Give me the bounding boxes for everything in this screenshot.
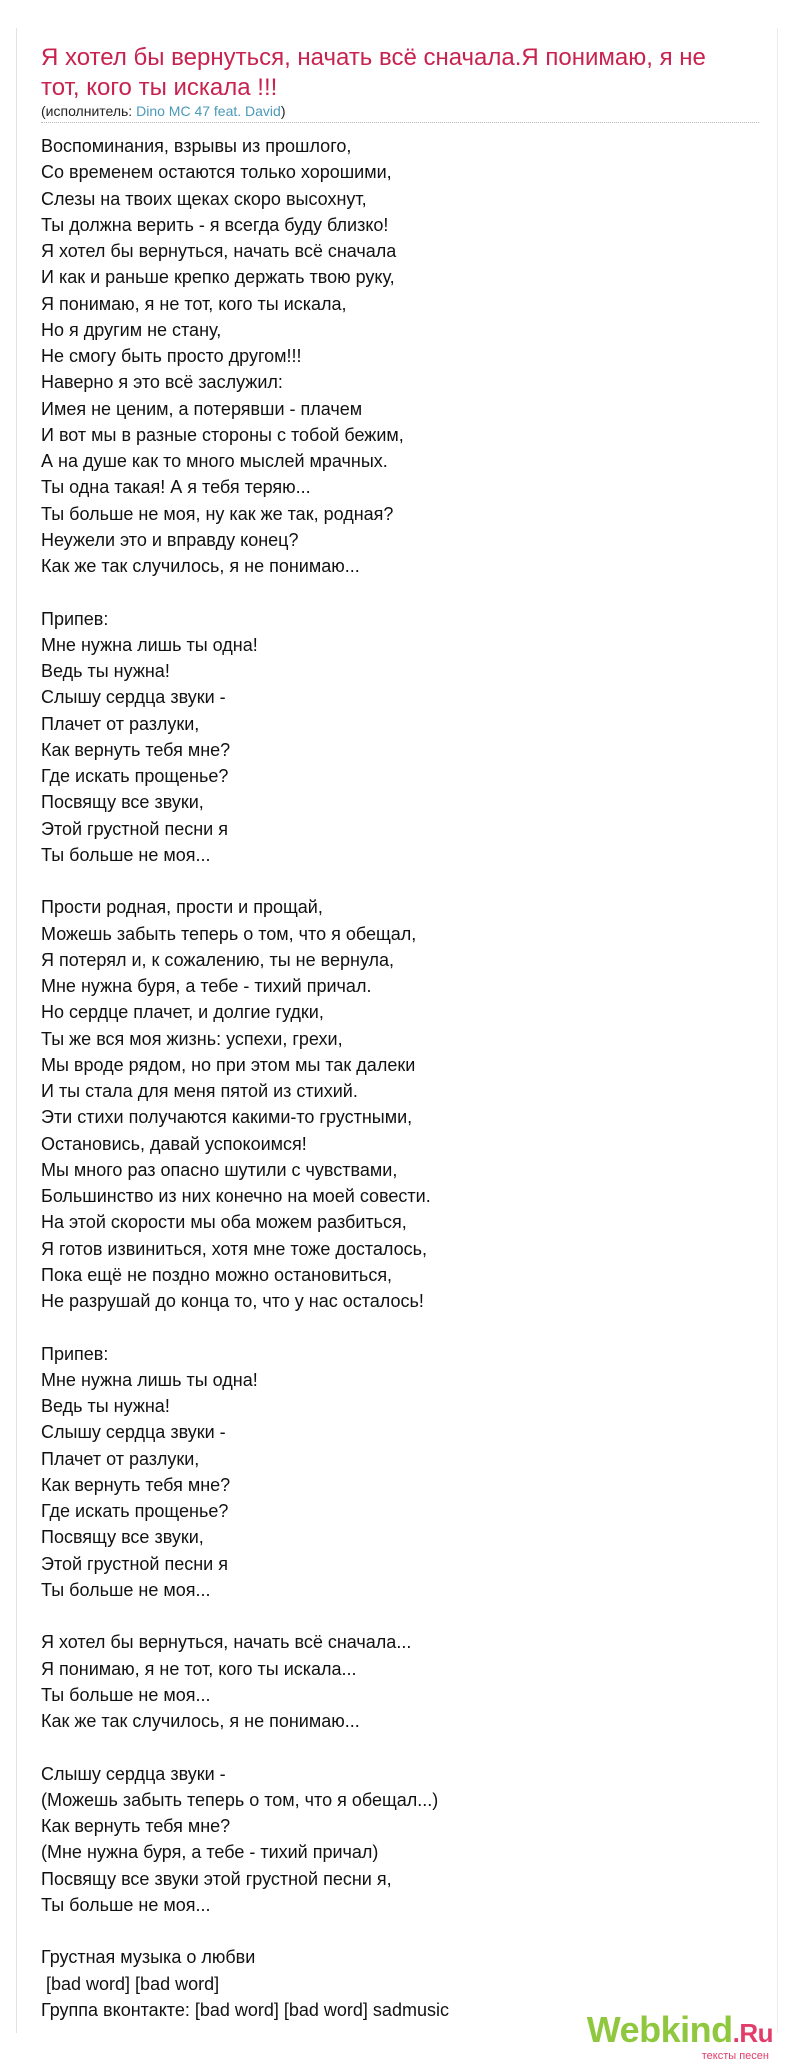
lyric-line: Я потерял и, к сожалению, ты не вернула, xyxy=(41,949,395,970)
lyric-line: Ты больше не моя... xyxy=(41,1894,211,1915)
lyric-line: Имея не ценим, а потерявши - плачем xyxy=(41,398,363,419)
lyric-line: А на душе как то много мыслей мрачных. xyxy=(41,451,388,471)
lyric-line: Я хотел бы вернуться, начать всё сначала... xyxy=(41,1632,412,1653)
lyric-line: Но сердце плачет, и долгие гудки, xyxy=(41,1002,324,1023)
lyric-line: Этой грустной песни я xyxy=(41,1553,228,1574)
lyric-line: Эти стихи получаются какими-то грустными, xyxy=(41,1107,413,1128)
lyric-line: Пока ещё не поздно можно остановиться, xyxy=(41,1264,393,1285)
lyric-line: Посвящу все звуки, xyxy=(41,1527,204,1548)
lyric-line: Где искать прощенье? xyxy=(41,1501,229,1521)
lyric-line: Группа вконтакте: [bad word] [bad word] sadmusic xyxy=(41,1999,449,2020)
lyric-line: Где искать прощенье? xyxy=(41,766,229,786)
lyric-line: Посвящу все звуки, xyxy=(41,792,204,813)
lyric-line: Слезы на твоих щеках скоро высохнут, xyxy=(41,188,367,209)
lyric-line: И вот мы в разные стороны с тобой бежим, xyxy=(41,424,404,445)
lyric-line: Ты же вся моя жизнь: успехи, грехи, xyxy=(41,1028,343,1049)
logo-wordmark xyxy=(587,2010,773,2053)
lyric-line: Остановись, давай успокоимся! xyxy=(41,1133,307,1154)
lyric-line: [bad word] [bad word] xyxy=(41,1973,220,1994)
stanza-gap xyxy=(41,1314,741,1340)
logo-tagline: тексты песен xyxy=(701,2050,769,2062)
lyric-line: Как вернуть тебя мне? xyxy=(41,739,231,760)
left-border xyxy=(16,28,17,2033)
artist-prefix: (исполнитель: xyxy=(41,103,137,119)
lyric-line: (Можешь забыть теперь о том, что я обещал...) xyxy=(41,1789,439,1810)
lyric-line: Но я другим не стану, xyxy=(41,319,222,340)
logo-tld: .Ru xyxy=(732,2018,773,2048)
lyric-line: Большинство из них конечно на моей совести. xyxy=(41,1186,431,1206)
lyric-line: Ты больше не моя, ну как же так, родная? xyxy=(41,503,394,524)
stanza-gap xyxy=(41,579,741,605)
lyric-line: Воспоминания, взрывы из прошлого, xyxy=(41,136,352,156)
lyric-line: Этой грустной песни я xyxy=(41,818,228,839)
lyric-line: Я понимаю, я не тот, кого ты искала, xyxy=(41,293,347,314)
lyric-line: Припев: xyxy=(41,1343,109,1364)
artist-line xyxy=(41,103,286,120)
lyric-line: Прости родная, прости и прощай, xyxy=(41,897,323,918)
right-border xyxy=(777,28,778,2033)
lyric-line: Грустная музыка о любви xyxy=(41,1947,256,1968)
lyric-line: Со временем остаются только хорошими, xyxy=(41,162,392,183)
lyric-line: Ты больше не моя... xyxy=(41,1684,211,1705)
artist-link[interactable]: Dino MC 47 feat. David xyxy=(136,103,281,119)
lyric-line: Мы много раз опасно шутили с чувствами, xyxy=(41,1159,398,1180)
lyric-line: Припев: xyxy=(41,608,109,629)
lyric-line: Ты больше не моя... xyxy=(41,1579,211,1600)
lyric-line: Как вернуть тебя мне? xyxy=(41,1474,231,1495)
lyric-line: Не смогу быть просто другом!!! xyxy=(41,346,302,366)
lyric-line: Я готов извиниться, хотя мне тоже досталось, xyxy=(41,1238,427,1259)
lyric-line: Слышу сердца звуки - xyxy=(41,1422,226,1443)
lyric-line: Посвящу все звуки этой грустной песни я, xyxy=(41,1868,392,1889)
lyric-line: Неужели это и вправду конец? xyxy=(41,529,299,550)
stanza-gap xyxy=(41,1734,741,1760)
lyric-line: Как вернуть тебя мне? xyxy=(41,1816,231,1836)
lyric-line: На этой скорости мы оба можем разбиться, xyxy=(41,1212,407,1233)
lyric-line: Мне нужна буря, а тебе - тихий причал. xyxy=(41,976,372,996)
artist-suffix: ) xyxy=(280,103,286,119)
lyric-line: Ведь ты нужна! xyxy=(41,661,170,681)
lyric-line: Мне нужна лишь ты одна! xyxy=(41,1369,258,1390)
lyric-line: И ты стала для меня пятой из стихий. xyxy=(41,1081,358,1101)
lyric-line: Плачет от разлуки, xyxy=(41,1448,200,1469)
lyric-line: Я хотел бы вернуться, начать всё сначала xyxy=(41,241,397,261)
lyric-line: Можешь забыть теперь о том, что я обещал, xyxy=(41,923,417,944)
lyric-line: Ты должна верить - я всегда буду близко! xyxy=(41,214,389,235)
lyric-line: Слышу сердца звуки - xyxy=(41,1763,226,1784)
lyric-line: Наверно я это всё заслужил: xyxy=(41,372,283,393)
lyrics-text xyxy=(41,133,741,2023)
lyric-line: Мы вроде рядом, но при этом мы так далеки xyxy=(41,1054,416,1075)
stanza-gap xyxy=(41,868,741,894)
lyric-line: Как же так случилось, я не понимаю... xyxy=(41,556,360,576)
lyric-line: Плачет от разлуки, xyxy=(41,713,200,734)
lyric-line: Я понимаю, я не тот, кого ты искала... xyxy=(41,1658,357,1679)
lyric-line: Ты одна такая! А я тебя теряю... xyxy=(41,477,311,498)
logo-name: Webkind xyxy=(586,2009,733,2050)
lyric-line: Ведь ты нужна! xyxy=(41,1396,170,1416)
stanza-gap xyxy=(41,1603,741,1629)
lyric-line: Как же так случилось, я не понимаю... xyxy=(41,1711,360,1731)
song-title: Я хотел бы вернуться, начать всё сначала.Я понимаю, я не тот, кого ты искала !!! xyxy=(41,44,706,101)
lyric-line: Мне нужна лишь ты одна! xyxy=(41,634,258,655)
lyric-line: И как и раньше крепко держать твою руку, xyxy=(41,267,395,288)
lyric-line: (Мне нужна буря, а тебе - тихий причал) xyxy=(41,1842,379,1863)
site-logo[interactable] xyxy=(583,2009,773,2062)
stanza-gap xyxy=(41,1918,741,1944)
lyric-line: Не разрушай до конца то, что у нас осталось! xyxy=(41,1291,424,1311)
lyric-line: Слышу сердца звуки - xyxy=(41,687,226,708)
header-divider xyxy=(41,122,759,123)
lyric-line: Ты больше не моя... xyxy=(41,844,211,865)
